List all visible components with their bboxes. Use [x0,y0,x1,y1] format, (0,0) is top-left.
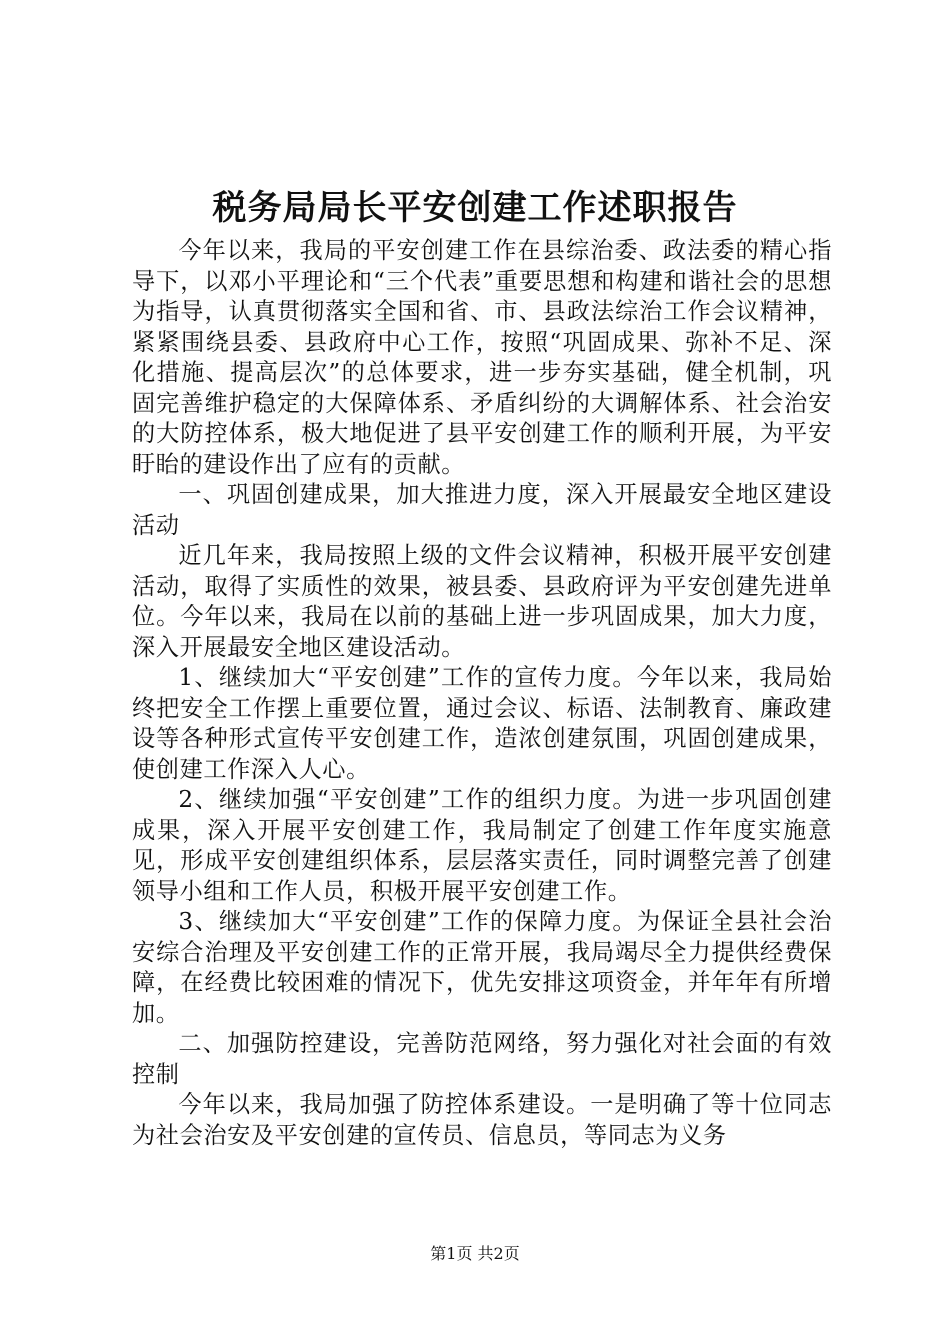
document-body [132,236,832,1151]
paragraph-intro: 今年以来，我局的平安创建工作在县综治委、政法委的精心指导下，以邓小平理论和“三个代表”重要思想和构建和谐社会的思想为指导，认真贯彻落实全国和省、市、县政法综治工作会议精神，紧紧围绕县委、县政府中心工作，按照“巩固成果、弥补不足、深化措施、提高层次”的总体要求，进一步夯实基础，健全机制，巩固完善维护稳定的大保障体系、矛盾纠纷的大调解体系、社会治安的大防控体系，极大地促进了县平安创建工作的顺利开展，为平安盱眙的建设作出了应有的贡献。 [132,237,832,478]
paragraph-item-1: 1、继续加大“平安创建”工作的宣传力度。今年以来，我局始终把安全工作摆上重要位置，通过会议、标语、法制教育、廉政建设等各种形式宣传平安创建工作，造浓创建氛围，巩固创建成果，使创建工作深入人心。 [132,664,832,783]
section-heading-1: 一、巩固创建成果，加大推进力度，深入开展最安全地区建设活动 [132,481,832,539]
section-heading-2: 二、加强防控建设，完善防范网络，努力强化对社会面的有效控制 [132,1030,832,1088]
page-number-footer: 第1页 共2页 [430,1244,520,1263]
paragraph-item-2: 2、继续加强“平安创建”工作的组织力度。为进一步巩固创建成果，深入开展平安创建工作，我局制定了创建工作年度实施意见，形成平安创建组织体系，层层落实责任，同时调整完善了创建领导小组和工作人员，积极开展平安创建工作。 [132,786,832,905]
document-title: 税务局局长平安创建工作述职报告 [212,188,738,228]
paragraph-item-3: 3、继续加大“平安创建”工作的保障力度。为保证全县社会治安综合治理及平安创建工作的正常开展，我局竭尽全力提供经费保障，在经费比较困难的情况下，优先安排这项资金，并年年有所增加。 [132,908,832,1027]
paragraph-section-2: 今年以来，我局加强了防控体系建设。一是明确了等十位同志为社会治安及平安创建的宣传员、信息员，等同志为义务 [132,1091,832,1149]
paragraph-section-1: 近几年来，我局按照上级的文件会议精神，积极开展平安创建活动，取得了实质性的效果，被县委、县政府评为平安创建先进单位。今年以来，我局在以前的基础上进一步巩固成果，加大力度，深入开展最安全地区建设活动。 [132,542,832,661]
